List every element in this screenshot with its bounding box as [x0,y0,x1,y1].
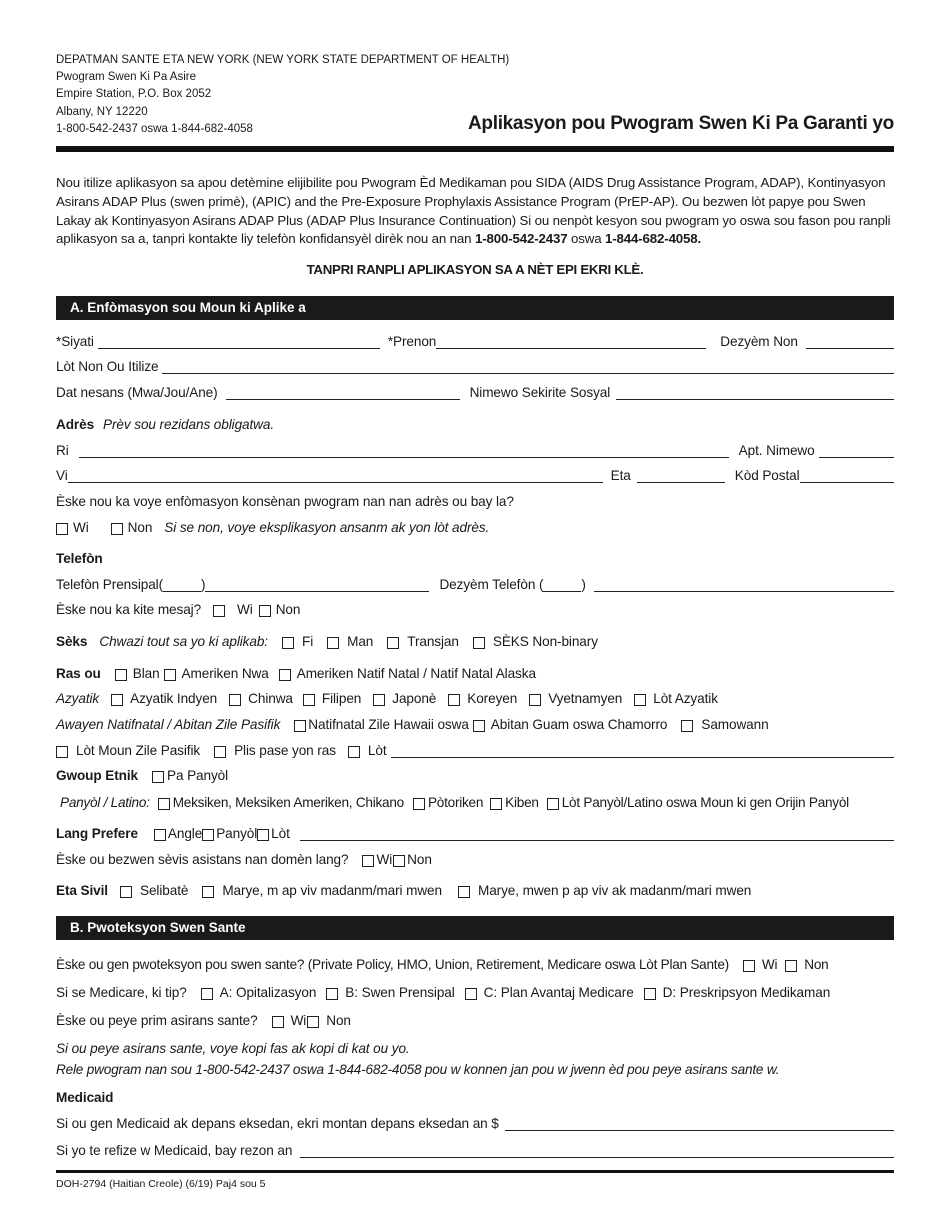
premium-note-2: Rele pwogram nan sou 1-800-542-2437 oswa 1-844-682-4058 pou w konnen jan pou w jwenn èd pou peye asirans sante w. [56,1062,780,1077]
other-latino-checkbox[interactable] [547,798,559,810]
header-divider [56,146,894,152]
coverage-yes-checkbox[interactable] [743,960,755,972]
program-name: Pwogram Swen Ki Pa Asire [56,71,196,84]
ethnic-row: Gwoup Etnik Pa Panyòl [56,768,229,783]
language-help-row: Èske ou bezwen sèvis asistans nan domèn lang? Wi Non [56,852,432,867]
intro-paragraph: Nou itilize aplikasyon sa apou detèmine elijibilite pou Pwogram Èd Medikaman pou SIDA (AIDS Drug Assistance Program, ADAP), Kontinyasyon Asirans ADAP Plus (swen primè), (APIC) and the Pre-Exposure Prophylaxis Assistance Program (PrEP-AP). Ou bezwen lòt papye pou Swen Lakay ak Kontinyasyon Asirans ADAP Plus (ADAP Plus Insurance Continuation) Si ou nenpòt kesyon sou pwogram yo oswa sou fason pou ranpli aplikasyon sa a, tanpri kontakte liy telefòn konfidansyèl dirèk nou an nan 1-800-542-2437 oswa 1-844-682-4058. [56,175,891,247]
medicaid-spend-row: Si ou gen Medicaid ak depans eksedan, ekri montan depans eksedan an $ [56,1116,894,1131]
native-hawaiian-checkbox[interactable] [294,720,306,732]
multiracial-checkbox[interactable] [214,746,226,758]
guamanian-checkbox[interactable] [473,720,485,732]
phone-row: Telefòn Prensipal( ) Dezyèm Telefòn ( ) [56,577,894,592]
footer-divider [56,1170,894,1173]
medicare-b-checkbox[interactable] [326,988,338,1000]
dob-field[interactable] [226,387,460,400]
other-race-field[interactable] [391,745,894,758]
chinese-checkbox[interactable] [229,694,241,706]
asian-indian-checkbox[interactable] [111,694,123,706]
sex-row: Sèks Chwazi tout sa yo ki aplikab: Fi Man Transjan SÈKS Non-binary [56,634,598,649]
dob-ssn-row: Dat nesans (Mwa/Jou/Ane) Nimewo Sekirite Sosyal [56,385,894,400]
medicaid-denied-row: Si yo te refize w Medicaid, bay rezon an [56,1143,894,1158]
mail-question: Èske nou ka voye enfòmasyon konsènan pwogram nan nan adrès ou bay la? [56,494,514,509]
state-field[interactable] [637,470,725,483]
section-b-header: B. Pwoteksyon Swen Sante [56,916,894,940]
lang-help-yes-checkbox[interactable] [362,855,374,867]
medicare-d-checkbox[interactable] [644,988,656,1000]
premium-row: Èske ou peye prim asirans sante? Wi Non [56,1013,351,1028]
sex-nonbinary-checkbox[interactable] [473,637,485,649]
mexican-checkbox[interactable] [158,798,170,810]
medicaid-heading: Medicaid [56,1090,114,1105]
race-asian-row: Azyatik Azyatik Indyen Chinwa Filipen Japonè Koreyen Vyetnamyen Lòt Azyatik [56,691,718,706]
middle-name-field[interactable] [806,336,894,349]
coverage-no-checkbox[interactable] [785,960,797,972]
apt-number-field[interactable] [819,445,894,458]
filipino-checkbox[interactable] [303,694,315,706]
race-native-american-checkbox[interactable] [279,669,291,681]
race-black-checkbox[interactable] [164,669,176,681]
other-names-field[interactable] [162,361,894,374]
form-title: Aplikasyon pou Pwogram Swen Ki Pa Garanti yo [467,113,894,134]
vietnamese-checkbox[interactable] [529,694,541,706]
lang-other-checkbox[interactable] [257,829,269,841]
race-pacific-row: Awayen Natifnatal / Abitan Zile Pasifik Natifnatal Zile Hawaii oswa Abitan Guam oswa Chamorro Samowann [56,717,769,732]
fill-instruction: TANPRI RANPLI APLIKASYON SA A NÈT EPI EKRI KLÈ. [306,262,644,277]
other-race-checkbox[interactable] [348,746,360,758]
primary-phone-area-code[interactable] [163,579,201,592]
single-checkbox[interactable] [120,886,132,898]
puerto-rican-checkbox[interactable] [413,798,425,810]
secondary-phone-area-code[interactable] [543,579,581,592]
medicaid-spenddown-field[interactable] [505,1118,894,1131]
street-field[interactable] [79,445,729,458]
secondary-phone-field[interactable] [594,579,894,592]
message-no-checkbox[interactable] [259,605,271,617]
other-asian-checkbox[interactable] [634,694,646,706]
agency-phone: 1-800-542-2437 oswa 1-844-682-4058 [56,122,253,135]
medicaid-denial-reason-field[interactable] [300,1145,894,1158]
address-heading-row: Adrès Prèv sou rezidans obligatwa. [56,417,275,432]
lang-english-checkbox[interactable] [154,829,166,841]
language-row: Lang Prefere Angle Panyòl Lòt [56,826,894,841]
race-row-1: Ras ou Blan Ameriken Nwa Ameriken Natif Natal / Natif Natal Alaska [56,666,536,681]
japanese-checkbox[interactable] [373,694,385,706]
zip-field[interactable] [800,470,894,483]
race-row-2: Lòt Moun Zile Pasifik Plis pase yon ras Lòt [56,743,894,758]
other-names-row: Lòt Non Ou Itilize [56,359,894,374]
section-a-header: A. Enfòmasyon sou Moun ki Aplike a [56,296,894,320]
city-state-zip: Albany, NY 12220 [56,105,148,118]
sex-female-checkbox[interactable] [282,637,294,649]
premium-no-checkbox[interactable] [307,1016,319,1028]
ssn-field[interactable] [616,387,894,400]
coverage-row: Èske ou gen pwoteksyon pou swen sante? (Private Policy, HMO, Union, Retirement, Medicare oswa Lòt Plan Sante) Wi Non [56,957,829,972]
mail-yes-checkbox[interactable] [56,523,68,535]
medicare-a-checkbox[interactable] [201,988,213,1000]
married-separated-checkbox[interactable] [458,886,470,898]
last-name-field[interactable] [98,336,380,349]
po-box: Empire Station, P.O. Box 2052 [56,88,212,101]
other-pacific-islander-checkbox[interactable] [56,746,68,758]
cuban-checkbox[interactable] [490,798,502,810]
medicare-type-row: Si se Medicare, ki tip? A: Opitalizasyon B: Swen Prensipal C: Plan Avantaj Medicare D: Preskripsyon Medikaman [56,985,831,1000]
primary-phone-field[interactable] [205,579,429,592]
message-row: Èske nou ka kite mesaj? Wi Non [56,602,301,617]
lang-help-no-checkbox[interactable] [393,855,405,867]
city-field[interactable] [68,470,603,483]
latino-row: Panyòl / Latino: Meksiken, Meksiken Ameriken, Chikano Pòtoriken Kiben Lòt Panyòl/Latino oswa Moun ki gen Orijin Panyòl [60,795,849,810]
premium-yes-checkbox[interactable] [272,1016,284,1028]
sex-male-checkbox[interactable] [327,637,339,649]
medicare-c-checkbox[interactable] [465,988,477,1000]
korean-checkbox[interactable] [448,694,460,706]
non-hispanic-checkbox[interactable] [152,771,164,783]
civil-status-row: Eta Sivil Selibatè Marye, m ap viv madanm/mari mwen Marye, mwen p ap viv ak madanm/mari mwen [56,883,752,898]
married-living-checkbox[interactable] [202,886,214,898]
name-row: *Siyati *Prenon Dezyèm Non [56,334,894,349]
city-row: Vi Eta Kòd Postal [56,468,894,483]
lang-spanish-checkbox[interactable] [202,829,214,841]
form-footer: DOH-2794 (Haitian Creole) (6/19) Paj4 sou 5 [56,1178,266,1190]
street-row: Ri Apt. Nimewo [56,443,894,458]
agency-name: DEPATMAN SANTE ETA NEW YORK (NEW YORK STATE DEPARTMENT OF HEALTH) [56,54,510,66]
mail-answer-row: Wi Non Si se non, voye eksplikasyon ansanm ak yon lòt adrès. [56,520,894,535]
premium-note-1: Si ou peye asirans sante, voye kopi fas ak kopi di kat ou yo. [56,1041,410,1056]
mail-no-checkbox[interactable] [111,523,123,535]
agency-address [56,52,509,138]
samoan-checkbox[interactable] [681,720,693,732]
first-name-field[interactable] [436,336,706,349]
message-yes-checkbox[interactable] [213,605,225,617]
race-white-checkbox[interactable] [115,669,127,681]
phone-heading: Telefòn [56,551,103,566]
sex-transgender-checkbox[interactable] [387,637,399,649]
lang-other-field[interactable] [300,828,894,841]
